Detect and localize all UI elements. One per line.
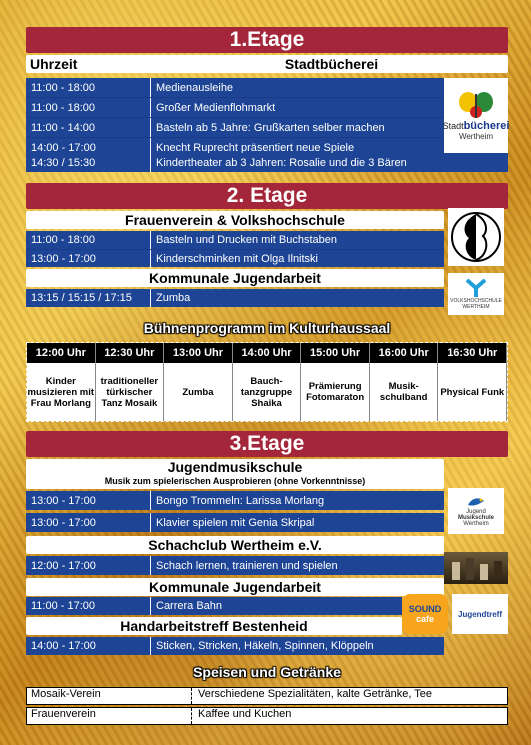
food-items: Kaffee und Kuchen [198, 708, 292, 720]
row-time: 13:00 - 17:00 [26, 491, 151, 510]
jugendmusikschule-logo [448, 488, 504, 534]
row-activity: Kindertheater ab 3 Jahren: Rosalie und die 3 Bären [156, 156, 407, 169]
logo-text-wertheim: Wertheim [458, 132, 494, 141]
etage3-section4: Handarbeitstreff Bestenheid [26, 617, 402, 635]
soundcafe-logo-sound: SOUND [408, 604, 442, 614]
food-provider: Mosaik-Verein [27, 688, 192, 704]
row-time: 11:00 - 18:00 [26, 78, 151, 97]
row-activity: Knecht Ruprecht präsentiert neue Spiele [156, 141, 355, 154]
stage-act: Bauch-tanzgruppe Shaika [233, 363, 302, 421]
vhs-logo-text: VOLKSHOCHSCHULE WERTHEIM [450, 298, 502, 310]
food-items: Verschiedene Spezialitäten, kalte Getränke, Tee [198, 688, 433, 700]
row-activity: Klavier spielen mit Genia Skripal [156, 516, 315, 529]
table-row [26, 250, 444, 268]
etage2-section1: Frauenverein & Volkshochschule [26, 211, 444, 229]
etage2-section2: Kommunale Jugendarbeit [26, 269, 444, 287]
etage3-section1 [26, 459, 444, 489]
chess-pieces-icon [444, 552, 508, 584]
etage3-section2: Schachclub Wertheim e.V. [26, 536, 444, 554]
row-time: 12:00 - 17:00 [26, 556, 151, 575]
row-time: 11:00 - 17:00 [26, 597, 151, 615]
table-row [26, 513, 444, 532]
etage1-table-last [26, 153, 508, 172]
table-row [26, 153, 508, 172]
etage3-table4 [26, 637, 444, 655]
section-title: Jugendmusikschule [167, 459, 303, 475]
stage-table [26, 342, 508, 422]
jms-logo-text-musikschule: Musikschule [457, 515, 494, 521]
row-activity: Großer Medienflohmarkt [156, 101, 276, 114]
table-row [26, 289, 444, 307]
jugendtreff-logo: Jugendtreff [452, 594, 508, 634]
table-row [26, 597, 402, 615]
row-time: 11:00 - 18:00 [26, 98, 151, 117]
etage3-table1b [26, 513, 444, 532]
vhs-y-icon [465, 278, 487, 298]
stage-act: Musik-schulband [370, 363, 439, 421]
col-time-label: Uhrzeit [30, 56, 78, 72]
stage-time: 15:00 Uhr [301, 343, 370, 363]
row-activity: Sticken, Stricken, Häkeln, Spinnen, Klöppeln [156, 640, 374, 652]
row-time: 11:00 - 14:00 [26, 118, 151, 137]
row-activity: Carrera Bahn [156, 600, 223, 612]
table-row [26, 491, 444, 510]
stage-act: Physical Funk [438, 363, 507, 421]
col-org-label: Stadtbücherei [284, 56, 379, 72]
vhs-logo [448, 273, 504, 315]
row-activity: Bongo Trommeln: Larissa Morlang [156, 494, 325, 507]
row-time: 13:00 - 17:00 [26, 513, 151, 532]
stage-time: 16:30 Uhr [438, 343, 507, 363]
row-activity: Basteln und Drucken mit Buchstaben [156, 234, 337, 246]
table-row [26, 78, 444, 98]
stage-act: traditioneller türkischer Tanz Mosaik [96, 363, 165, 421]
row-time: 14:00 - 17:00 [26, 637, 151, 655]
row-time: 14:30 / 15:30 [26, 153, 151, 172]
food-row [26, 687, 508, 705]
stage-time: 12:00 Uhr [27, 343, 96, 363]
stage-time: 16:00 Uhr [370, 343, 439, 363]
row-activity: Medienausleihe [156, 81, 234, 94]
etage2-table2 [26, 289, 444, 307]
etage3-section3: Kommunale Jugendarbeit [26, 578, 444, 596]
etage3-header: 3.Etage [26, 431, 508, 457]
chess-image [444, 552, 508, 584]
bird-icon [466, 495, 486, 509]
row-activity: Schach lernen, trainieren und spielen [156, 559, 338, 572]
etage2-header: 2. Etage [26, 183, 508, 209]
stage-act: Zumba [164, 363, 233, 421]
table-row [26, 231, 444, 250]
stadtbuecherei-logo [444, 78, 508, 153]
food-provider: Frauenverein [27, 708, 192, 724]
food-row [26, 707, 508, 725]
stage-act: Kinder musizieren mit Frau Morlang [27, 363, 96, 421]
etage1-header: 1.Etage [26, 27, 508, 53]
row-activity: Basteln ab 5 Jahre: Grußkarten selber machen [156, 121, 385, 134]
etage3-table1a [26, 491, 444, 510]
section-subtitle: Musik zum spielerischen Ausprobieren (ohne Vorkenntnisse) [104, 476, 366, 486]
frauenverein-logo [448, 208, 504, 266]
soundcafe-logo-cafe: cafe [415, 614, 434, 624]
table-row [26, 637, 444, 655]
stage-time: 13:00 Uhr [164, 343, 233, 363]
etage2-table1 [26, 231, 444, 267]
row-activity: Zumba [156, 292, 191, 304]
etage3-table2 [26, 556, 444, 575]
stage-title: Bühnenprogramm im Kulturhaussaal [143, 320, 391, 336]
stage-act: Prämierung Fotomaraton [301, 363, 370, 421]
row-time: 11:00 - 18:00 [26, 231, 151, 249]
stage-acts-row [27, 363, 507, 421]
soundcafe-logo [402, 594, 448, 634]
row-time: 14:00 - 17:00 [26, 138, 151, 157]
stage-time: 12:30 Uhr [96, 343, 165, 363]
row-time: 13:15 / 15:15 / 17:15 [26, 289, 151, 307]
row-activity: Kinderschminken mit Olga Ilnitski [156, 253, 319, 265]
stage-times-row [27, 343, 507, 363]
food-title: Speisen und Getränke [193, 664, 341, 680]
logo-text-stadt: Stadt [442, 121, 464, 131]
logo-text-buecherei: bücherei [463, 120, 510, 132]
jms-logo-text-jugend: Jugend [466, 509, 486, 515]
table-row [26, 556, 444, 575]
etage1-column-header [26, 55, 508, 73]
table-row [26, 98, 444, 118]
stage-time: 14:00 Uhr [233, 343, 302, 363]
table-row [26, 118, 444, 138]
butterfly-icon [456, 90, 496, 120]
row-time: 13:00 - 17:00 [26, 250, 151, 268]
etage3-table3 [26, 597, 402, 615]
profile-faces-icon [451, 210, 501, 264]
jms-logo-text-wertheim: Wertheim [463, 521, 489, 527]
